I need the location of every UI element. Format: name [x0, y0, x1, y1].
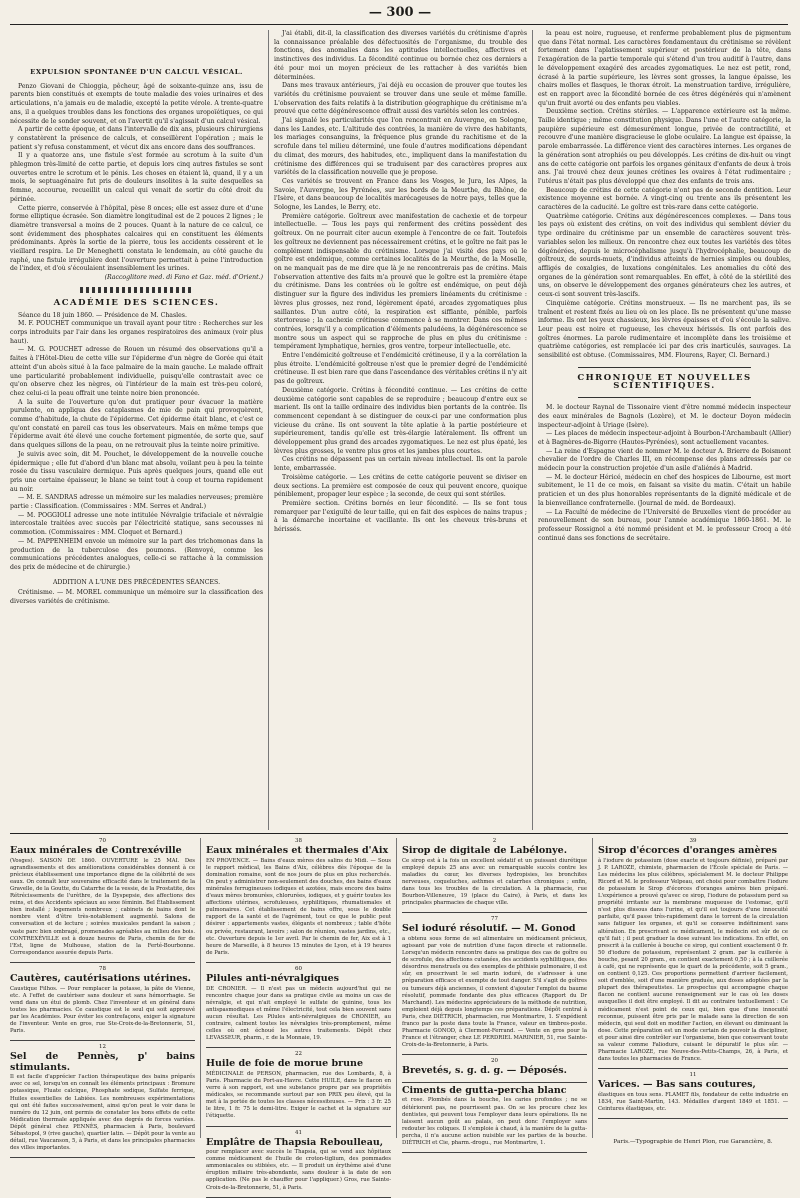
ad-title: Sirop de digitale de Labélonye.	[402, 845, 568, 857]
paragraph: Deuxième catégorie. Crétins à fécondité continue. — Les crétins de cette deuxième catégorie sont capables de se reproduire ; beaucoup d'entre eux se marient. Ils ont la taille ordinaire des individus bien portants de la contrée. Ils commencent cependant à se distinguer de ceux-ci par une conformation plus vicieuse du crâne. Ils ont souvent la tête aplatie à la partie postérieure et supérieurement, tandis qu'elle est très-élargie latéralement. Ils offrent un développement plus grand des arcades zygomatiques. Le nez est plus épaté, les lèvres plus grosses, le ventre plus gros et les jambes plus courtes.	[274, 386, 527, 455]
paragraph: J'ai signalé les particularités que l'on rencontrait en Auvergne, en Sologne, dans les Landes, etc. L'altitude des contrées, la manière de vivre des habitants, les mariages consanguins, la fréquence plus grande du rachitisme et de la scrofule dans tel milieu déterminé, une foule d'autres modifications dépendant du climat, des mœurs, des habitudes, etc., impliquent dans la manifestation du crétinisme des différences qui se traduisent par des caractères propres aux variétés de la classification nouvelle que je propose.	[274, 117, 527, 177]
ad-text: à l'iodure de potassium (dose exacte et toujours définie), préparé par J. P. LAROZE, chimiste, pharmacien de l'École spéciale de Paris. — Les médecins les plus célèbres, spécialement M. le docteur Philippe Ricord et M. le professeur Velpeau, ont choisi pour combattre l'iodure de potassium le Sirop d'écorces d'oranges amères bien préparé. L'expérience a prouvé qu'avec ce sirop, l'iodure de potassium perd sa propriété irritante sur la membrane muqueuse de l'estomac, qu'il n'est plus dissous dans l'urine, et qu'il est toujours d'une innocuité parfaite, qu'il passe très-rapidement dans le torrent de la circulation sans fatiguer les organes, et qu'il se conserve indéfiniment sans altération. En prescrivant ce médicament, le médecin est sûr de ce qu'il fait ; il peut graduer la dose suivant les indications. En effet, on prescrit à la cuillerée à bouche ce sirop, qui contient exactement 0 fr. 50 d'iodure de potassium, représentant 2 gram. par la cuillerée à bouche, pesant 20 gram., en contient exactement 0,50 ; à la cuillerée à café, qui ne représente que le quart de la précédente, soit 5 gram., on contient 0,125. Ces proportions permettent d'arriver facilement, soit d'emblée, soit d'une manière graduée, aux doses adoptées par la plupart des thérapeutistes. Le prospectus qui accompagne chaque flacon ne contient aucune renseignement sur le cas où les doses auxquelles il doit être employé. Il dit au contraire textuellement : Ce médicament n'est point de ceux qui, bien que d'une innocuité reconnue, puissent être pris par le malade sans la direction de son médecin, qui seul doit en modifier l'action, en élevant ou diminuant la dose. Cette préparation est un mode certain de pouvoir la discipliner, et pour ainsi dire contrôler sur l'organisme, bien que conservant toute sa valeur comme Faliodure, cuisant le dépuratif le plus sûr. — Pharmacie LAROZE, rue Neuve-des-Petits-Champs, 26, à Paris, et dans toutes les pharmacies de France.	[598, 857, 788, 1063]
ad-title: Huile de foie de morue brune	[206, 1058, 363, 1070]
ad-title: Eaux minérales et thermales d'Aix	[206, 845, 389, 857]
ad-text: DE CRONIER. — Il n'est pas un médecin aujourd'hui qui ne rencontre chaque jour dans sa pratique civile au moins un cas de névralgie, et qui n'ait employé le sulfate de quinine, tous les antispasmodiques et même l'électricité, tout cela bien souvent sans aucun résultat. Les Pilules anti-névralgiques de CRONIER, au contraire, calment toutes les névralgies très-promptement, même celles où ont échoué les autres traitements. Dépôt chez LEVASSEUR, pharm., r. de la Monnaie, 19.	[206, 985, 391, 1042]
ad-number: 77	[491, 916, 498, 923]
ad-column-divider	[396, 838, 397, 1138]
advertisement	[10, 838, 195, 957]
ad-separator	[598, 1068, 788, 1069]
column-1	[10, 30, 263, 830]
paragraph: — Les places de médecin inspecteur-adjoint à Bourbon-l'Archambault (Allier) et à Bagnères-de-Bigorre (Hautes-Pyrénées), sont actuellement vacantes.	[538, 430, 791, 446]
ad-number: 78	[99, 965, 106, 972]
ad-number: 60	[295, 965, 302, 972]
advertisement	[10, 1044, 195, 1152]
ad-text: Il est facile d'apprécier l'action thérapeutique des bains préparés avec ce sel, lorsqu'on en connaît les éléments principaux : Bromure potassique, Fluate calcique, Phosphate sodique, Sulfate ferrique, Huiles essentielles de Labiées. Les nombreuses expérimentations qui ont été faites successivement, ainsi qu'on peut le voir dans le numéro du 12 juin, ont permis de constater les bons effets de cette Médication thermale appliquée avec des degrés de forces variées. Dépôt général chez PENNÈS, pharmacien à Paris, boulevard Sébastopol, 9 (rive gauche), quartier latin. — Dépôt pour la vente au détail, rue Vaucanson, 5, à Paris, et dans les principales pharmacies des villes importantes.	[10, 1074, 195, 1152]
paragraph: Première section. Crétins bornés en leur fécondité. — Ils se font tous remarquer par l'exiguïté de leur taille, qui en fait des espèces de nains trapus ; à la démarche incertaine et vacillante. Ils ont les cheveux très-bruns et hérissés.	[274, 499, 527, 534]
section-title: ACADÉMIE DES SCIENCES.	[53, 297, 220, 308]
paragraph: Je suivis avec soin, dit M. Pouchet, le développement de la nouvelle couche épidermique ; elle fut d'abord d'un blanc mat absolu, voilant peu à peu la teinte rosée du tissu vasculaire dermique. Puis après quelques jours, quand elle eut pris une certaine épaisseur, le blanc se teint tout à coup et tourna rapidement au noir.	[10, 450, 263, 493]
ornament-separator	[80, 287, 193, 293]
header-rule	[10, 24, 788, 25]
ad-column-divider	[592, 838, 593, 1138]
paragraph: J'ai établi, dit-il, la classification des diverses variétés du crétinisme d'après la connaissance préalable des défectuosités de l'organisme, du trouble des fonctions, des anomalies dans les aptitudes intellectuelles, affectives et instinctives des individus. La fécondité continue ou bornée chez ces derniers a été pour moi un moyen précieux de les rattacher à des variétés bien déterminées.	[274, 30, 527, 81]
ad-title: Brevetés, s. g. d. g. — Déposés.	[402, 1065, 567, 1077]
ad-separator	[402, 1082, 587, 1083]
paragraph: Dans mes travaux antérieurs, j'ai déjà eu occasion de prouver que toutes les variétés du crétinisme pouvaient se trouver dans une seule et même famille. L'observation des faits relatifs à la distribution géographique du crétinisme m'a prouvé que cette dégénérescence offrait aussi des variétés selon les contrées.	[274, 82, 527, 116]
ad-text: (Vosges). SAISON DE 1860. OUVERTURE le 25 MAI. Des agrandissements et des améliorations considérables donnent à ce précieux établissement une importance digne de la célébrité de ses eaux. On connaît leur souveraine efficacité dans le traitement de la Gravelle, de la Goutte, du Catarrhe de la vessie, de la Prostatite, des Rétrécissements de l'urèthre, de la Dyspepsie, des affections des reins, et des Accidents spéciaux au sexe féminin. Bel Établissement bien installé ; logements nombreux ; cabinets de bains dont le nombre vient d'être très-notablement augmenté. Salons de conversation et de lecture ; soirées musicales pendant la saison ; vaste parc bien ombragé, promenades agréables au milieu des bois. CONTREXÉVILLE est à douze heures de Paris, chemin de fer de l'Est, ligne de Mulhouse, station de la Ferté-Bourbonne. Correspondance assurée depuis Paris.	[10, 857, 195, 956]
paragraph: Entre l'endémicité goîtreuse et l'endémicité crétineuse, il y a la corrélation la plus étroite. L'endémicité goîtreuse n'est que le premier degré de l'endémicité crétineuse. Il est bien rare que dans l'ascendance des véritables crétins il n'y ait pas de goîtreux.	[274, 352, 527, 386]
ads-rule	[10, 833, 788, 834]
ad-text: et rose. Plombés dans la bouche, les caries profondes ; ne se détériorent pas, ne pourrissent pas. On se les procure chez les dentistes, qui peuvent tous l'employer dans leurs opérations. Ils ne laissent aucun goût au palais, on peut donc l'employer sans redouter les coliques. Il s'emploie à chaud, à la manière de la gutta-percha, il n'a aucune action nuisible sur les parties de la bouche. DIÉTRICH et Cie, pharm.-drogu., rue Montmartre, 1.	[402, 1097, 587, 1146]
ad-separator	[206, 1047, 391, 1048]
advertisement	[206, 966, 391, 1042]
ad-number: 38	[295, 838, 302, 844]
ads-column-d	[598, 838, 788, 1138]
paragraph: A la suite de l'ouverture qu'on dut pratiquer pour évacuer la matière purulente, on appliqua des cataplasmes de mie de pain qui provoquèrent, comme d'habitude, la chute de l'épiderme. Cet épiderme était blanc, et c'est ce qu'ont constaté en pareil cas tous les observateurs. Mais en même temps que l'épiderme avait été élevé une couche fortement pigmentée, de sorte que, sauf dans quelques sillons de la peau, on ne retrouvait plus la teinte noire primitive.	[10, 398, 263, 450]
ad-title: Sel ioduré résolutif. — M. Gonod	[402, 923, 576, 935]
paragraph: — M. G. POUCHET adresse de Rouen un résumé des observations qu'il a faites à l'Hôtel-Dieu de cette ville sur l'épiderme d'un nègre de Gorée qui était atteint d'un abcès situé à la face palmaire de la main gauche. Le malade offrait une particularité probablement individuelle, puisqu'elle contrastait avec ce qu'on observe chez les nègres, où l'intérieur de la main est très-peu coloré, chez celui-ci la peau offrait une teinte noire bien prononcée.	[10, 346, 263, 397]
paragraph: Ces variétés se trouvent en France dans les Vosges, le Jura, les Alpes, la Savoie, l'Auvergne, les Pyrénées, sur les bords de la Meurthe, du Rhône, de l'Isère, et dans beaucoup de localités marécageuses de notre pays, telles que la Sologne, les Landes, le Berry, etc.	[274, 177, 527, 212]
advertisement	[206, 1051, 391, 1120]
ad-text: a obtenu sous forme de sel alimentaire un médicament précieux, agissant par voie de nutrition d'une façon directe et rationnelle. Lorsqu'un médecin rencontre dans sa pratique des cas de goître ou de scrofule, des affections cutanées, des accidents syphilitiques, des désordres menstruels ou des exemples de phthisie pulmonaire, il est sûr, en prescrivant le sel marin ioduré, de s'adresser à une préparation efficace et exempte de tout danger. S'il s'agit de goîtres ou tumeurs déjà anciennes, il convient d'ajouter l'emploi du baume résolutif, pommade fondante des plus efficaces (Rapport du Dr Marchand). Les médecins appréciateurs de la méthode de nutrition, emploient déjà depuis longtemps ces préparations. Dépôt central à Paris, chez DIÉTRICH, pharmacien, rue Montmartre, 1. S'expédient franco par la poste dans toute la France, valeur en timbres-poste. Pharmacie GONOD, à Clermont-Ferrand. — Vente en gros pour la France et l'étranger, chez LE PERDRIEL MARINIER, 51, rue Sainte-Croix-de-la-Bretonnerie, à Paris.	[402, 935, 587, 1049]
subsection-title: ADDITION A L'UNE DES PRÉCÉDENTES SÉANCES.	[52, 578, 221, 586]
advertisement	[598, 838, 788, 1063]
ads-column-a	[10, 838, 195, 1152]
paragraph: Troisième catégorie. — Les crétins de cette catégorie peuvent se diviser en deux sections. La première est composée de ceux qui peuvent encore, quoique péniblement, propager leur espèce ; la seconde, de ceux qui sont stériles.	[274, 473, 527, 499]
page-number: — 300 —	[368, 5, 432, 20]
ads-column-b	[206, 838, 391, 1191]
advertisement	[402, 1086, 587, 1147]
article-title: EXPULSION SPONTANÉE D'UN CALCUL VÉSICAL.	[30, 68, 243, 76]
paragraph: la peau est noire, rugueuse, et renferme probablement plus de pigmentum que dans l'état normal. Les caractères fondamentaux du crétinisme se révèlent fortement dans l'aplatissement supérieur et postérieur de la tête, dans l'exagération de la partie temporale qui s'étend d'un trou auditif à l'autre, dans le développement exagéré des arcades zygomatiques. Le nez est petit, rond, écrasé à la partie supérieure, les lèvres sont grosses, la langue épaisse, les chairs molles et flasques, le thorax étroit. La menstruation tardive, irrégulière, est en rapport avec la fécondité bornée de ces êtres dégénérés qui n'amènent qu'un fruit avorté ou des enfants peu viables.	[538, 30, 791, 107]
ad-separator	[206, 1126, 391, 1127]
ad-title: Pilules anti-névralgiques	[206, 973, 340, 984]
ad-number: 12	[99, 1044, 106, 1051]
advertisement	[206, 1130, 391, 1192]
paragraph: Cette pierre, conservée à l'hôpital, pèse 8 onces; elle est assez dure et d'une forme elliptique écrasée. Son diamètre longitudinal est de 2 pouces 2 lignes ; le diamètre transversal a moins de 2 pouces. Quant à la nature de ce calcul, ce sont évidemment des phosphates calcaires qui en constituent les éléments prédominants. Après la sortie de la pierre, tous les accidents cessèrent et le vieillard respira. Le Dr Meneghetti constata le lendemain, au côté gauche du raphé, une fistule irrégulière dont l'ouverture permettait à peine l'introduction de l'index, et d'où s'écoulaient insensiblement les urines.	[10, 204, 263, 273]
paragraph: Penzo Giovani de Chioggia, pêcheur, âgé de soixante-quinze ans, issu de parents bien constitués et exempts de toute maladie des voies urinaires et des articulations, n'a jamais eu de maladie, excepté la petite vérole. A trente-quatre ans, il a quelques troubles dans les fonctions des organes uropoïétiques, ce qui nécessite de le sonder souvent, et on l'avertit qu'il s'agissait d'un calcul vésical.	[10, 82, 263, 125]
ad-text: élastiques en tous sens. FLAMET fils, fondateur de cette industrie en 1834, rue Saint-Martin, 143. Médailles d'argent 1849 et 1851. — Ceintures élastiques, etc.	[598, 1091, 788, 1113]
ad-number: 41	[295, 1129, 302, 1136]
column-2	[274, 30, 527, 830]
ad-title: Varices. — Bas sans coutures,	[598, 1079, 756, 1091]
ad-separator	[206, 962, 391, 963]
ad-title: Sel de Pennès, p' bains stimulants.	[10, 1051, 195, 1073]
ad-separator	[10, 1157, 195, 1158]
ad-column-divider	[200, 838, 201, 1138]
advertisement	[206, 838, 391, 957]
ad-number: 20	[491, 1058, 498, 1065]
paragraph: — La Faculté de médecine de l'Université de Bruxelles vient de procéder au renouvellement de son bureau, pour l'année académique 1860-1861. M. le professeur Rossignol a été nommé président et M. le professeur Crocq a été continué dans ses fonctions de secrétaire.	[538, 508, 791, 542]
paragraph: Première catégorie. Goîtreux avec manifestation de cachexie et de torpeur intellectuelle. — Tous les pays qui renferment des crétins possèdent des goîtreux. On ne pourrait citer aucun exemple à l'encontre de ce fait. Toutefois les goîtreux ne deviennent pas nécessairement crétins, et le goître ne fait pas le complément indispensable du crétinisme. Lorsque j'ai visité des pays où le goître est endémique, comme certaines localités de la Meurthe, de la Moselle, on ne manquait pas de me dire que là je ne rencontrerais pas de crétins. Mais l'observation attentive des faits m'a prouvé que le goître est la première étape du crétinisme. Dans les contrées où le goître est endémique, on peut déjà distinguer sur la figure des individus les premiers linéaments du crétinisme : lèvres plus grosses, nez rond, légèrement épaté, arcades zygomatiques plus saillantes. D'un autre côté, la respiration est sifflante, pénible, parfois stertoreuse ; la cachexie crétineuse commence à se montrer. Dans ces mêmes contrées, lorsqu'il y a complication d'éléments paludéens, la dégénérescence se montre sous un aspect qui se rapproche de plus en plus du crétinisme : tempérament lymphatique, hernies, gros ventre, torpeur intellectuelle, etc.	[274, 212, 527, 351]
paragraph: — M. POGGIOLI adresse une note intitulée Névralgie trifaciale et névralgie intercostale traitées avec succès par l'électricité statique, sans secousses ni commotion. (Commissaires : MM. Cloquet et Bernard.)	[10, 511, 263, 537]
paragraph: — M. E. SANDRAS adresse un mémoire sur les maladies nerveuses; première partie : Classification. (Commissaires : MM. Serres et Andral.)	[10, 494, 263, 511]
paragraph: Crétinisme. — M. MOREL communique un mémoire sur la classification des diverses variétés de crétinisme.	[10, 589, 263, 606]
paragraph: Deuxième section. Crétins stériles. — L'apparence extérieure est la même. Taille identique ; même constitution physique. Dans l'une et l'autre catégorie, la paupière supérieure est démesurément longue, privée de contractilité, et recouvre d'une manière disgracieuse le globe oculaire. La langue est épaisse, la parole embarrassée. La différence vient des caractères internes. Les organes de la génération sont atrophiés ou peu développés. Les crétins de dix-huit ou vingt ans de cette catégorie ont parfois les organes génitaux d'enfants de deux à trois ans. J'ai trouvé chez deux jeunes crétines les ovaires à l'état rudimentaire ; l'utérus n'était pas plus développé que chez des enfants de trois ans.	[538, 108, 791, 185]
ad-title: Eaux minérales de Contrexéville	[10, 845, 182, 857]
ads-column-c	[402, 838, 587, 1146]
paragraph: Ces crétins ne dépassent pas un certain niveau intellectuel. Ils ont la parole lente, embarrassée.	[274, 456, 527, 473]
column-divider	[268, 30, 269, 830]
advertisement	[402, 1058, 587, 1077]
paragraph: Beaucoup de crétins de cette catégorie n'ont pas de seconde dentition. Leur existence moyenne est bornée. A vingt-cinq ou trente ans ils présentent les caractères de la caducité. Le goître est très-rare dans cette catégorie.	[538, 186, 791, 212]
ad-separator	[402, 1054, 587, 1055]
ad-title: Ciments de gutta-percha blanc	[402, 1084, 567, 1096]
paragraph: M. F. POUCHET communique un travail ayant pour titre : Recherches sur les corps introduits par l'air dans les organes respiratoires des animaux (voir plus haut).	[10, 320, 263, 345]
ad-separator	[10, 1040, 195, 1041]
ad-title: Emplâtre de Thapsia Reboulleau,	[206, 1136, 384, 1148]
imprint: Paris.—Typographie de Henri Plon, rue Garancière, 8.	[613, 1139, 773, 1145]
paragraph: Cinquième catégorie. Crétins monstrueux. — Ils ne marchent pas, ils se traînent et restent fixés au lieu où on les place. Ils ne présentent qu'une masse informe. Ils ont les yeux chassieux, les lèvres épaisses et d'où s'écoule la salive. Leur peau est noire et rugueuse, les cheveux hérissés. Ils ont parfois des goîtres énormes. La parole rudimentaire et incomplète dans les troisième et quatrième catégories, est remplacée ici par des cris inarticulés, sauvages. La sensibilité est obtuse. (Commissaires, MM. Flourens, Rayer, Cl. Bernard.)	[538, 299, 791, 360]
ad-separator	[402, 1152, 587, 1153]
ad-title: Cautères, cautérisations utérines.	[10, 973, 191, 984]
column-divider	[532, 30, 533, 830]
ad-text: MÉDICINALE de PERSON, pharmacien, rue des Lombards, 8, à Paris. Pharmacie du Port-au-Havre. Cette HUILE, dans le flacon en verre à son rapport, est une substance propre par ses propriétés médicales, se recommande surtout par son PRIX peu élevé, qui la met à la portée de toutes les classes nécessiteuses. — Prix : 3 fr. 25 le litre, 1 fr. 75 le demi-litre. Exiger le cachet et la signature sur l'étiquette.	[206, 1070, 391, 1120]
paragraph: — La reine d'Espagne vient de nommer M. le docteur A. Brierre de Boismont chevalier de l'ordre de Charles III, en récompense des plans adressés par ce médecin pour la construction projetée d'un asile d'aliénés à Madrid.	[538, 447, 791, 473]
ad-number: 11	[689, 1072, 697, 1079]
advertisement	[598, 1072, 788, 1113]
advertisement	[402, 838, 587, 907]
separator	[578, 397, 751, 398]
ad-separator	[598, 1118, 788, 1119]
ad-text: EN PROVENCE. — Bains d'eaux mères des salins du Midi. — Sous le rapport médical, les Bains d'Aix, célèbres dès l'époque de la domination romaine, sont de nos jours de plus en plus recherchés. On peut y administrer non-seulement des douches, des bains d'eaux minérales ferrugineuses iodiques et azotées, mais encore des bains d'eaux mères bromurées, chlorurées, iodiques, et y guérir toutes les affections utérines, scrofuleuses, syphilitiques, rhumatismales et pulmonaires. Cet établissement de bains offre, sous le double rapport de la santé et de l'agrément, tout ce que le public peut désirer : appartements vastes, élégants et nombreux ; table d'hôte ou privée, restaurant, lavoirs ; salon de réunion, vastes jardins, etc., etc. Ouverture depuis le 1er avril. Par le chemin de fer, Aix est à 1 heure de Marseille, à 8 heures 15 minutes de Lyon, et à 19 heures de Paris.	[206, 857, 391, 956]
paragraph: Il y a quatorze ans, une fistule s'est formée au scrotum à la suite d'un phlegmon très-limité de cette partie, et depuis lors cinq autres fistules se sont ouvertes entre le scrotum et le pénis. Les choses en étaient là, quand, il y a un mois, le septuagénaire fut pris de douleurs insolites à la suite desquelles sa femme, accourue, recueillit un calcul qui venait de sortir du côté droit du périnée.	[10, 152, 263, 203]
ad-separator	[402, 912, 587, 913]
ad-number: 39	[689, 838, 697, 844]
session-line: Séance du 18 juin 1860. — Présidence de M. Chasles.	[18, 311, 187, 319]
ad-number: 22	[295, 1051, 302, 1058]
source-citation: (Raccoglitore med. di Fano et Gaz. méd. d'Orient.)	[104, 274, 263, 282]
section-title: CHRONIQUE ET NOUVELLES SCIENTIFIQUES.	[577, 372, 752, 392]
separator	[578, 367, 751, 368]
ad-title: Sirop d'écorces d'oranges amères	[598, 845, 777, 857]
advertisement	[402, 916, 587, 1049]
paragraph: Quatrième catégorie. Crétins aux dégénérescences complexes. — Dans tous les pays où existent des crétins, on voit des individus qui semblent dévier du type ordinaire du crétinisme par un ensemble de caractères souvent très-variables selon les milieux. On rencontre chez eux toutes les variétés des têtes dégénérées, depuis le microcéphalisme jusqu'à l'hydrocéphalie, beaucoup de goîtreux, de sourds-muets, d'individus atteints de hernies simples ou doubles, affligés de coxalgies, de luxations congénitales. Les anomalies du côté des organes de la génération sont remarquables. En effet, à côté de la stérilité des uns, on observe le développement des organes générateurs chez les autres, et ceux-ci sont souvent très-lascifs.	[538, 212, 791, 299]
ad-text: Caustique Filhos. — Pour remplacer la potasse, la pâte de Vienne, etc. A l'effet de cautériser sans douleur et sans hémorrhagie. Se vend dans un étui de plomb. Chez l'inventeur et en général dans toutes les pharmacies. Ce caustique est le seul qui soit approuvé par les Académies. Pour éviter les contrefaçons, exiger la signature de l'inventeur. Vente en gros, rue Ste-Croix-de-la-Bretonnerie, 51, Paris.	[10, 985, 195, 1035]
column-3	[538, 30, 791, 830]
ad-text: pour remplacer avec succès le Thapsia, qui se vend aux hôpitaux comme médicament de l'huile de croton-tiglium, des pommades ammoniacales ou stibiées, etc. — Il produit un érythème aisé d'une éruption miliaire très-abondante, sans douleur à la date de son application. (Ne pas le chauffer pour l'appliquer.) Gros, rue Sainte-Croix-de-la-Bretonnerie, 51, à Paris.	[206, 1149, 391, 1191]
paragraph: — M. PAPPENHEIM envoie un mémoire sur la part des trichomonas dans la production de la tuberculose des poumons. (Renvoyé, comme les communications précédentes analogues, celle-ci se rattache à la commission des prix de médecine et de chirurgie.)	[10, 537, 263, 571]
ad-separator	[10, 962, 195, 963]
paragraph: — M. le docteur Héricé, médecin en chef des hospices de Libourne, est mort subitement, le 11 de ce mois, en faisant sa visite du matin. C'était un habile praticien et un des plus honorables représentants de la dignité médicale et de la bienveillance confraternelle. (Journal de méd. de Bordeaux).	[538, 473, 791, 507]
paragraph: A partir de cette époque, et dans l'intervalle de dix ans, plusieurs chirurgiens y constatèrent la présence de calculs, et conseillèrent l'opération ; mais le patient s'y refusa constamment, et vécut dix ans encore dans des souffrances.	[10, 126, 263, 151]
advertisement	[10, 966, 195, 1035]
paragraph: M. le docteur Raynal de Tissonaire vient d'être nommé médecin inspecteur des eaux minérales de Bagnols (Lozère), et M. le docteur Doyon médecin inspecteur-adjoint à Uriage (Isère).	[538, 404, 791, 429]
ad-number: 70	[99, 838, 106, 844]
ad-text: Ce sirop est à la fois un excellent sédatif et un puissant diurétique employé depuis 25 ans avec un remarquable succès contre les maladies du cœur, les diverses hydropisies, les bronchites nerveuses, coqueluches, asthmes et catarrhes chroniques ; enfin, dans tous les troubles de la circulation. A la pharmacie, rue Bourbon-Villeneuve, 19 (place du Caire), à Paris, et dans les principales pharmacies de chaque ville.	[402, 857, 587, 907]
ad-number: 2	[492, 838, 497, 844]
